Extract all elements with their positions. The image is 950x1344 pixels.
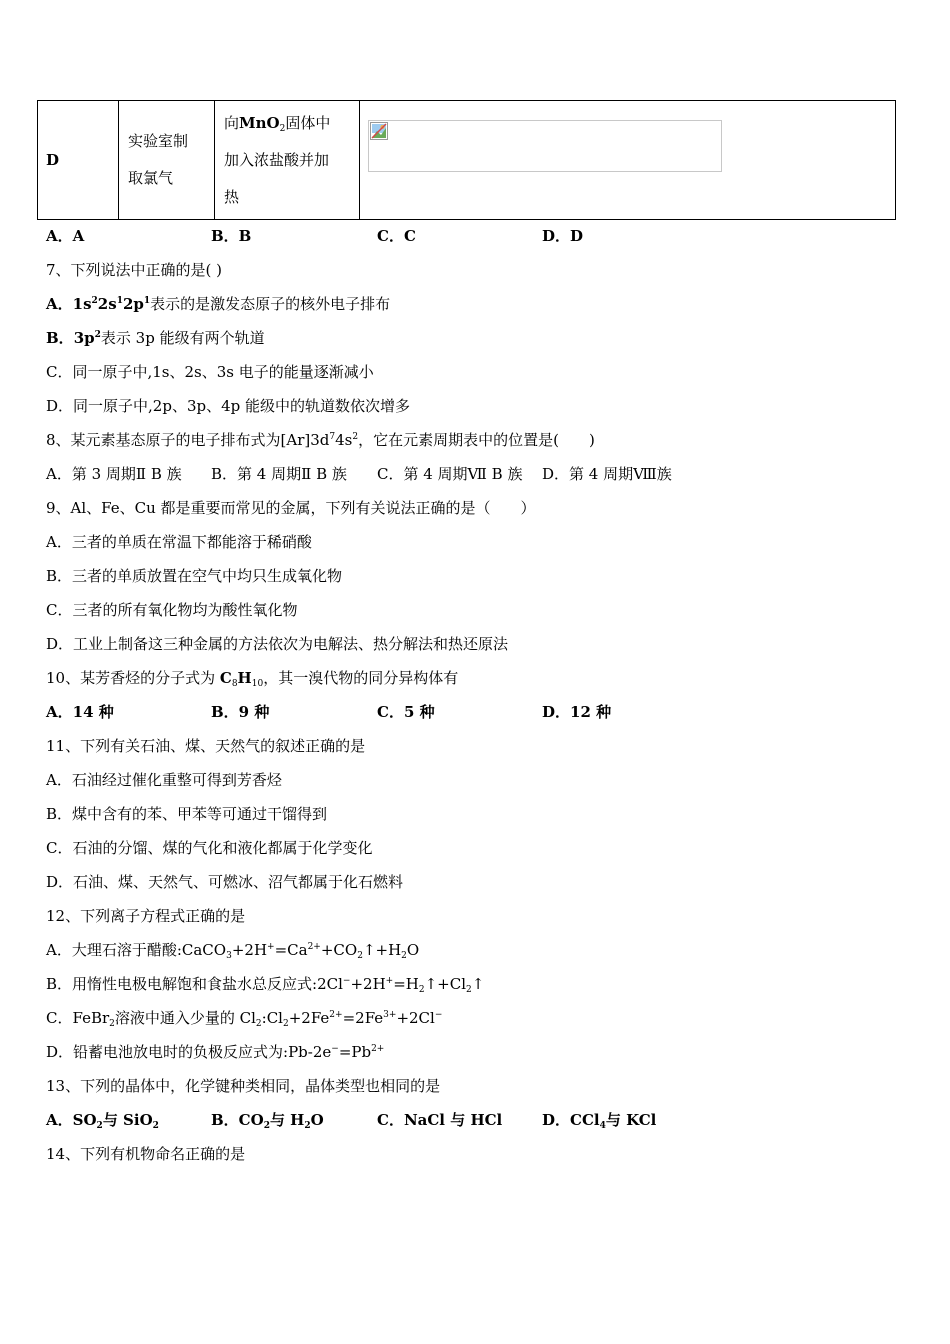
operation-line: 加入浓盐酸并加 [224, 150, 330, 169]
q6-option-d: D．D [542, 227, 584, 245]
q7-stem: 7、下列说法中正确的是( ) [46, 261, 223, 279]
q9-option-d: D．工业上制备这三种金属的方法依次为电解法、热分解法和热还原法 [46, 635, 509, 653]
q10-option-c: C．5 种 [377, 703, 435, 721]
q9-stem: 9、Al、Fe、Cu 都是重要而常见的金属，下列有关说法正确的是（ ） [46, 499, 536, 517]
q11-option-a: A．石油经过催化重整可得到芳香烃 [46, 771, 282, 789]
q12-option-c: C．FeBr$_2$溶液中通入少量的 $Cl_2:Cl_2+2Fe^{2+}=2Fe^{3+}+2Cl^-$ [46, 1009, 443, 1029]
q8-stem: 8、某元素基态原子的电子排布式为$[Ar]3d^74s^2$，它在元素周期表中的位置是( ) [46, 431, 595, 449]
q7-option-b: B．$3p^2$表示 3p 能级有两个轨道 [46, 329, 265, 347]
q9-option-a: A．三者的单质在常温下都能溶于稀硝酸 [46, 533, 312, 551]
q8-option-c: C．第 4 周期Ⅶ B 族 [377, 465, 523, 483]
q12-option-a: A．大理石溶于醋酸$:CaCO_3+2H^+=Ca^{2+}+CO_2↑+H_2O$ [46, 941, 420, 961]
q9-option-c: C．三者的所有氧化物均为酸性氧化物 [46, 601, 298, 619]
q12-option-d: D．铅蓄电池放电时的负极反应式为$:Pb-2e^-=Pb^{2+}$ [46, 1043, 385, 1061]
operation-line: 向MnO$_2$固体中 [224, 113, 331, 134]
row-label [38, 101, 119, 220]
q13-option-b: B．$CO_2$与 $H_2O$ [211, 1111, 324, 1131]
q10-stem: 10、某芳香烃的分子式为 $C_8H_{10}$，其一溴代物的同分异构体有 [46, 669, 459, 689]
q8-option-b: B．第 4 周期Ⅱ B 族 [211, 465, 347, 483]
q13-option-d: D．CCl$_4$与 KCl [542, 1111, 657, 1131]
q11-option-b: B．煤中含有的苯、甲苯等可通过干馏得到 [46, 805, 328, 823]
experiment-table [37, 100, 896, 220]
purpose-line: 实验室制 [128, 132, 189, 150]
broken-image-icon [370, 122, 388, 140]
q13-option-c: C．NaCl 与 HCl [377, 1111, 503, 1129]
q10-option-d: D．12 种 [542, 703, 612, 721]
q6-option-c: C．C [377, 227, 416, 245]
operation-cell [215, 101, 360, 220]
q7-option-d: D．同一原子中,2p、3p、4p 能级中的轨道数依次增多 [46, 397, 411, 415]
table-row [38, 101, 896, 220]
q8-option-a: A．第 3 周期Ⅱ B 族 [46, 465, 182, 483]
q7-option-a: A．$1s^22s^12p^1$表示的是激发态原子的核外电子排布 [46, 295, 391, 313]
q12-option-b: B．用惰性电极电解饱和食盐水总反应式$:2Cl^-+2H^+=H_2↑+Cl_2↑$ [46, 975, 485, 995]
row-label-text: D [46, 151, 60, 169]
q6-option-b: B．B [211, 227, 252, 245]
q12-stem: 12、下列离子方程式正确的是 [46, 907, 246, 925]
purpose-line: 取氯气 [128, 169, 174, 187]
q13-stem: 13、下列的晶体中，化学键种类相同，晶体类型也相同的是 [46, 1077, 441, 1095]
q6-option-a: A．A [46, 227, 85, 245]
operation-line: 热 [224, 187, 240, 206]
q10-option-b: B．9 种 [211, 703, 270, 721]
q13-option-a: A．$SO_2$与 SiO$_2$ [46, 1111, 159, 1131]
q11-option-c: C．石油的分馏、煤的气化和液化都属于化学变化 [46, 839, 373, 857]
broken-image-placeholder [368, 120, 722, 172]
q11-stem: 11、下列有关石油、煤、天然气的叙述正确的是 [46, 737, 366, 755]
q9-option-b: B．三者的单质放置在空气中均只生成氧化物 [46, 567, 343, 585]
q8-option-d: D．第 4 周期Ⅷ族 [542, 465, 672, 483]
q7-option-c: C．同一原子中,1s、2s、3s 电子的能量逐渐减小 [46, 363, 374, 381]
q11-option-d: D．石油、煤、天然气、可燃冰、沼气都属于化石燃料 [46, 873, 404, 891]
q14-stem: 14、下列有机物命名正确的是 [46, 1145, 246, 1163]
purpose-cell [119, 101, 215, 220]
apparatus-cell [360, 101, 896, 220]
q10-option-a: A．14 种 [46, 703, 114, 721]
